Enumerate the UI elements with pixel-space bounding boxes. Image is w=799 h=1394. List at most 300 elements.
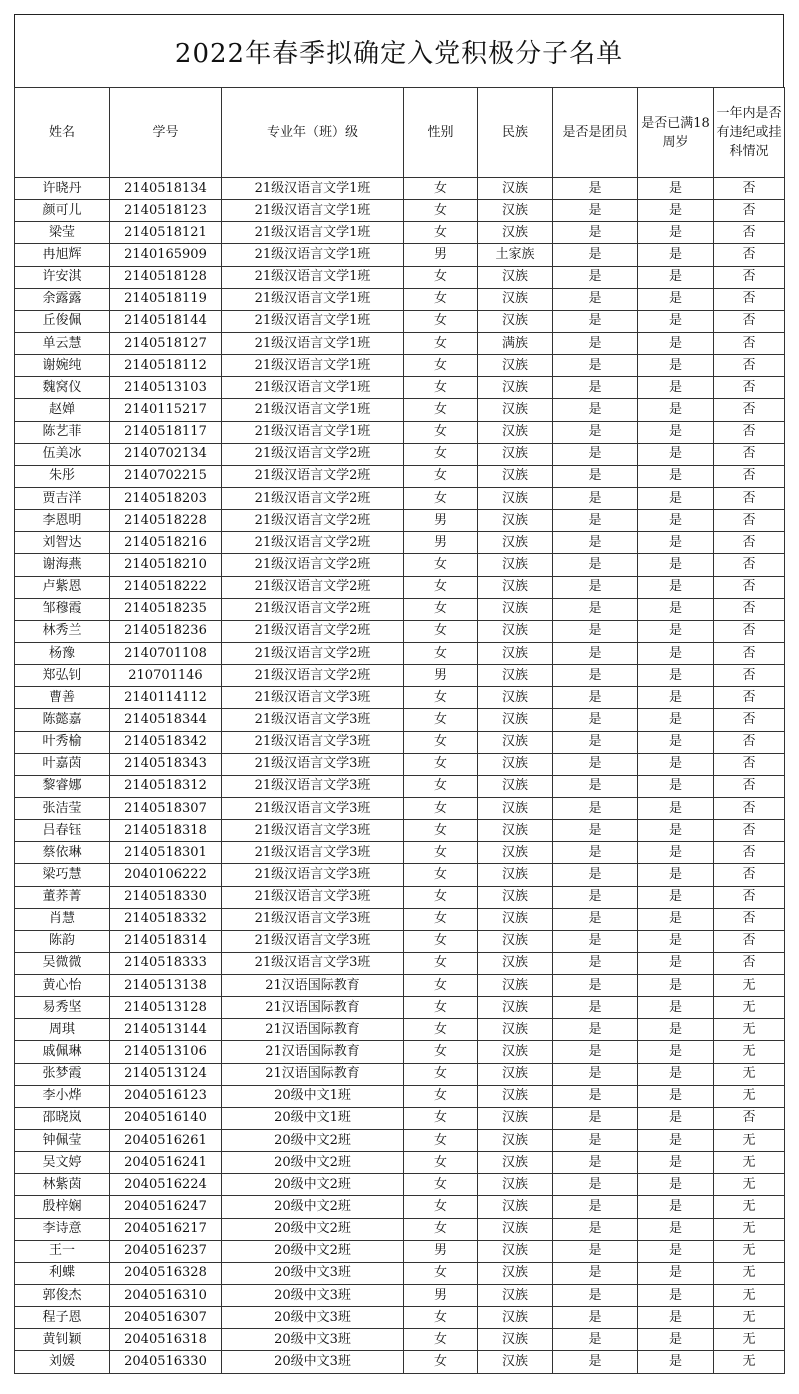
cell-student-id: 2140518144 bbox=[110, 310, 222, 332]
cell-league-member: 是 bbox=[553, 1262, 638, 1284]
cell-major-class: 21级汉语言文学1班 bbox=[222, 399, 404, 421]
cell-over-18: 是 bbox=[638, 1019, 714, 1041]
table-row bbox=[15, 642, 785, 664]
cell-gender: 女 bbox=[404, 399, 478, 421]
cell-major-class: 21汉语国际教育 bbox=[222, 997, 404, 1019]
cell-gender: 女 bbox=[404, 598, 478, 620]
cell-student-id: 2140701108 bbox=[110, 642, 222, 664]
cell-violation: 否 bbox=[714, 775, 785, 797]
cell-over-18: 是 bbox=[638, 665, 714, 687]
cell-gender: 男 bbox=[404, 244, 478, 266]
cell-ethnicity: 汉族 bbox=[478, 355, 553, 377]
cell-violation: 否 bbox=[714, 222, 785, 244]
cell-student-id: 2040106222 bbox=[110, 864, 222, 886]
header-violation: 一年内是否有违纪或挂科情况 bbox=[714, 88, 785, 178]
cell-student-id: 2140513138 bbox=[110, 975, 222, 997]
cell-name: 董荞菁 bbox=[15, 886, 110, 908]
cell-student-id: 2140518216 bbox=[110, 532, 222, 554]
cell-ethnicity: 满族 bbox=[478, 332, 553, 354]
cell-student-id: 2140518117 bbox=[110, 421, 222, 443]
cell-over-18: 是 bbox=[638, 1152, 714, 1174]
cell-league-member: 是 bbox=[553, 842, 638, 864]
cell-over-18: 是 bbox=[638, 1130, 714, 1152]
cell-gender: 女 bbox=[404, 1307, 478, 1329]
cell-over-18: 是 bbox=[638, 1085, 714, 1107]
cell-over-18: 是 bbox=[638, 886, 714, 908]
table-row bbox=[15, 1218, 785, 1240]
cell-ethnicity: 汉族 bbox=[478, 554, 553, 576]
cell-violation: 无 bbox=[714, 1262, 785, 1284]
cell-gender: 女 bbox=[404, 554, 478, 576]
cell-violation: 否 bbox=[714, 731, 785, 753]
cell-violation: 否 bbox=[714, 576, 785, 598]
cell-major-class: 20级中文3班 bbox=[222, 1262, 404, 1284]
cell-name: 利蝶 bbox=[15, 1262, 110, 1284]
cell-violation: 否 bbox=[714, 598, 785, 620]
cell-violation: 否 bbox=[714, 288, 785, 310]
cell-ethnicity: 汉族 bbox=[478, 487, 553, 509]
cell-student-id: 2140513144 bbox=[110, 1019, 222, 1041]
cell-name: 易秀坚 bbox=[15, 997, 110, 1019]
cell-major-class: 21级汉语言文学3班 bbox=[222, 687, 404, 709]
cell-name: 丘俊佩 bbox=[15, 310, 110, 332]
cell-league-member: 是 bbox=[553, 1329, 638, 1351]
cell-ethnicity: 汉族 bbox=[478, 1174, 553, 1196]
header-gender: 性别 bbox=[404, 88, 478, 178]
cell-over-18: 是 bbox=[638, 1196, 714, 1218]
cell-major-class: 20级中文3班 bbox=[222, 1307, 404, 1329]
table-row bbox=[15, 399, 785, 421]
cell-league-member: 是 bbox=[553, 886, 638, 908]
cell-league-member: 是 bbox=[553, 975, 638, 997]
cell-over-18: 是 bbox=[638, 775, 714, 797]
cell-league-member: 是 bbox=[553, 775, 638, 797]
cell-student-id: 2140518203 bbox=[110, 487, 222, 509]
cell-ethnicity: 汉族 bbox=[478, 1130, 553, 1152]
cell-name: 曹善 bbox=[15, 687, 110, 709]
cell-name: 卢紫恩 bbox=[15, 576, 110, 598]
cell-gender: 女 bbox=[404, 1085, 478, 1107]
cell-ethnicity: 汉族 bbox=[478, 465, 553, 487]
table-header-row bbox=[15, 88, 785, 178]
cell-ethnicity: 汉族 bbox=[478, 399, 553, 421]
cell-student-id: 2140518127 bbox=[110, 332, 222, 354]
cell-over-18: 是 bbox=[638, 952, 714, 974]
cell-ethnicity: 汉族 bbox=[478, 1329, 553, 1351]
cell-league-member: 是 bbox=[553, 642, 638, 664]
cell-major-class: 21级汉语言文学2班 bbox=[222, 510, 404, 532]
table-row bbox=[15, 620, 785, 642]
cell-major-class: 20级中文1班 bbox=[222, 1085, 404, 1107]
cell-student-id: 2140115217 bbox=[110, 399, 222, 421]
cell-over-18: 是 bbox=[638, 731, 714, 753]
cell-violation: 无 bbox=[714, 1285, 785, 1307]
cell-violation: 否 bbox=[714, 820, 785, 842]
table-row bbox=[15, 310, 785, 332]
cell-student-id: 2140518344 bbox=[110, 709, 222, 731]
cell-ethnicity: 汉族 bbox=[478, 1307, 553, 1329]
cell-name: 刘媛 bbox=[15, 1351, 110, 1373]
cell-name: 谢海燕 bbox=[15, 554, 110, 576]
cell-violation: 否 bbox=[714, 1107, 785, 1129]
cell-gender: 女 bbox=[404, 200, 478, 222]
cell-violation: 否 bbox=[714, 421, 785, 443]
header-major-class: 专业年（班）级 bbox=[222, 88, 404, 178]
cell-ethnicity: 汉族 bbox=[478, 1240, 553, 1262]
table-row bbox=[15, 1085, 785, 1107]
cell-gender: 女 bbox=[404, 731, 478, 753]
cell-name: 许晓丹 bbox=[15, 178, 110, 200]
cell-violation: 无 bbox=[714, 1130, 785, 1152]
cell-league-member: 是 bbox=[553, 310, 638, 332]
cell-league-member: 是 bbox=[553, 399, 638, 421]
cell-major-class: 21级汉语言文学1班 bbox=[222, 332, 404, 354]
cell-over-18: 是 bbox=[638, 687, 714, 709]
cell-student-id: 2140518330 bbox=[110, 886, 222, 908]
cell-name: 赵婵 bbox=[15, 399, 110, 421]
cell-violation: 否 bbox=[714, 687, 785, 709]
cell-league-member: 是 bbox=[553, 1285, 638, 1307]
cell-gender: 女 bbox=[404, 222, 478, 244]
cell-violation: 无 bbox=[714, 997, 785, 1019]
cell-league-member: 是 bbox=[553, 731, 638, 753]
cell-student-id: 2140518134 bbox=[110, 178, 222, 200]
cell-name: 吴文婷 bbox=[15, 1152, 110, 1174]
cell-ethnicity: 汉族 bbox=[478, 222, 553, 244]
cell-over-18: 是 bbox=[638, 797, 714, 819]
cell-major-class: 21级汉语言文学3班 bbox=[222, 709, 404, 731]
cell-league-member: 是 bbox=[553, 687, 638, 709]
cell-league-member: 是 bbox=[553, 421, 638, 443]
cell-ethnicity: 汉族 bbox=[478, 310, 553, 332]
cell-over-18: 是 bbox=[638, 975, 714, 997]
cell-name: 叶嘉茵 bbox=[15, 753, 110, 775]
cell-violation: 否 bbox=[714, 377, 785, 399]
cell-gender: 女 bbox=[404, 1174, 478, 1196]
cell-major-class: 21级汉语言文学1班 bbox=[222, 266, 404, 288]
cell-over-18: 是 bbox=[638, 288, 714, 310]
cell-violation: 无 bbox=[714, 1307, 785, 1329]
table-row bbox=[15, 266, 785, 288]
cell-name: 程子恩 bbox=[15, 1307, 110, 1329]
cell-student-id: 2140518128 bbox=[110, 266, 222, 288]
cell-gender: 女 bbox=[404, 178, 478, 200]
cell-major-class: 20级中文1班 bbox=[222, 1107, 404, 1129]
cell-gender: 女 bbox=[404, 1351, 478, 1373]
table-row bbox=[15, 1130, 785, 1152]
cell-violation: 否 bbox=[714, 886, 785, 908]
cell-major-class: 21级汉语言文学3班 bbox=[222, 753, 404, 775]
cell-violation: 否 bbox=[714, 952, 785, 974]
table-row bbox=[15, 908, 785, 930]
cell-over-18: 是 bbox=[638, 1041, 714, 1063]
table-row bbox=[15, 1285, 785, 1307]
cell-league-member: 是 bbox=[553, 576, 638, 598]
cell-major-class: 21级汉语言文学1班 bbox=[222, 421, 404, 443]
cell-over-18: 是 bbox=[638, 200, 714, 222]
cell-over-18: 是 bbox=[638, 1307, 714, 1329]
cell-name: 林秀兰 bbox=[15, 620, 110, 642]
cell-major-class: 21级汉语言文学3班 bbox=[222, 952, 404, 974]
cell-over-18: 是 bbox=[638, 1218, 714, 1240]
table-row bbox=[15, 598, 785, 620]
table-row bbox=[15, 1174, 785, 1196]
cell-violation: 无 bbox=[714, 1085, 785, 1107]
cell-league-member: 是 bbox=[553, 952, 638, 974]
table-row bbox=[15, 178, 785, 200]
cell-ethnicity: 汉族 bbox=[478, 1196, 553, 1218]
cell-gender: 女 bbox=[404, 266, 478, 288]
cell-violation: 否 bbox=[714, 487, 785, 509]
table-row bbox=[15, 687, 785, 709]
cell-gender: 女 bbox=[404, 753, 478, 775]
cell-major-class: 21级汉语言文学2班 bbox=[222, 620, 404, 642]
cell-student-id: 2040516241 bbox=[110, 1152, 222, 1174]
cell-name: 颜可儿 bbox=[15, 200, 110, 222]
cell-violation: 无 bbox=[714, 1218, 785, 1240]
cell-league-member: 是 bbox=[553, 288, 638, 310]
cell-major-class: 21级汉语言文学1班 bbox=[222, 244, 404, 266]
cell-name: 张梦霞 bbox=[15, 1063, 110, 1085]
cell-name: 黄钊颖 bbox=[15, 1329, 110, 1351]
cell-over-18: 是 bbox=[638, 1240, 714, 1262]
cell-name: 王一 bbox=[15, 1240, 110, 1262]
cell-league-member: 是 bbox=[553, 244, 638, 266]
cell-student-id: 2040516247 bbox=[110, 1196, 222, 1218]
cell-name: 梁莹 bbox=[15, 222, 110, 244]
cell-violation: 无 bbox=[714, 1196, 785, 1218]
cell-major-class: 20级中文2班 bbox=[222, 1196, 404, 1218]
cell-name: 贾吉洋 bbox=[15, 487, 110, 509]
cell-violation: 否 bbox=[714, 399, 785, 421]
cell-gender: 女 bbox=[404, 1107, 478, 1129]
table-row bbox=[15, 487, 785, 509]
cell-violation: 否 bbox=[714, 178, 785, 200]
table-row bbox=[15, 244, 785, 266]
cell-ethnicity: 汉族 bbox=[478, 510, 553, 532]
cell-student-id: 2140165909 bbox=[110, 244, 222, 266]
cell-gender: 男 bbox=[404, 1285, 478, 1307]
table-row bbox=[15, 1063, 785, 1085]
cell-student-id: 2140518228 bbox=[110, 510, 222, 532]
table-row bbox=[15, 930, 785, 952]
cell-league-member: 是 bbox=[553, 864, 638, 886]
cell-gender: 女 bbox=[404, 377, 478, 399]
table-row bbox=[15, 775, 785, 797]
cell-violation: 否 bbox=[714, 510, 785, 532]
cell-name: 魏窝仪 bbox=[15, 377, 110, 399]
cell-ethnicity: 汉族 bbox=[478, 266, 553, 288]
cell-student-id: 2140518307 bbox=[110, 797, 222, 819]
cell-ethnicity: 汉族 bbox=[478, 997, 553, 1019]
cell-major-class: 21级汉语言文学3班 bbox=[222, 908, 404, 930]
cell-name: 邵晓岚 bbox=[15, 1107, 110, 1129]
cell-major-class: 20级中文3班 bbox=[222, 1351, 404, 1373]
cell-gender: 女 bbox=[404, 930, 478, 952]
cell-name: 林紫茵 bbox=[15, 1174, 110, 1196]
cell-major-class: 21级汉语言文学2班 bbox=[222, 598, 404, 620]
cell-student-id: 2140518333 bbox=[110, 952, 222, 974]
cell-name: 周琪 bbox=[15, 1019, 110, 1041]
cell-major-class: 21级汉语言文学1班 bbox=[222, 200, 404, 222]
cell-major-class: 21级汉语言文学2班 bbox=[222, 554, 404, 576]
cell-gender: 女 bbox=[404, 997, 478, 1019]
cell-over-18: 是 bbox=[638, 1174, 714, 1196]
cell-gender: 女 bbox=[404, 1218, 478, 1240]
cell-gender: 女 bbox=[404, 952, 478, 974]
cell-name: 殷梓娴 bbox=[15, 1196, 110, 1218]
header-league-member: 是否是团员 bbox=[553, 88, 638, 178]
title-box bbox=[14, 14, 784, 88]
cell-major-class: 21级汉语言文学3班 bbox=[222, 797, 404, 819]
cell-gender: 女 bbox=[404, 797, 478, 819]
cell-major-class: 21级汉语言文学2班 bbox=[222, 665, 404, 687]
cell-student-id: 2040516123 bbox=[110, 1085, 222, 1107]
cell-gender: 女 bbox=[404, 886, 478, 908]
cell-major-class: 21级汉语言文学2班 bbox=[222, 443, 404, 465]
header-student-id: 学号 bbox=[110, 88, 222, 178]
cell-name: 李小烨 bbox=[15, 1085, 110, 1107]
cell-over-18: 是 bbox=[638, 222, 714, 244]
cell-student-id: 2140518301 bbox=[110, 842, 222, 864]
cell-name: 张洁莹 bbox=[15, 797, 110, 819]
cell-gender: 女 bbox=[404, 842, 478, 864]
cell-gender: 女 bbox=[404, 355, 478, 377]
page-title: 2022年春季拟确定入党积极分子名单 bbox=[174, 38, 624, 69]
cell-name: 钟佩莹 bbox=[15, 1130, 110, 1152]
cell-gender: 女 bbox=[404, 620, 478, 642]
cell-violation: 否 bbox=[714, 310, 785, 332]
cell-league-member: 是 bbox=[553, 443, 638, 465]
cell-ethnicity: 汉族 bbox=[478, 753, 553, 775]
cell-over-18: 是 bbox=[638, 532, 714, 554]
cell-gender: 女 bbox=[404, 1152, 478, 1174]
cell-gender: 女 bbox=[404, 332, 478, 354]
cell-ethnicity: 汉族 bbox=[478, 864, 553, 886]
document-sheet bbox=[14, 14, 784, 1374]
table-row bbox=[15, 288, 785, 310]
cell-violation: 否 bbox=[714, 842, 785, 864]
cell-league-member: 是 bbox=[553, 665, 638, 687]
cell-ethnicity: 汉族 bbox=[478, 1285, 553, 1307]
roster-table bbox=[14, 87, 785, 1374]
cell-over-18: 是 bbox=[638, 908, 714, 930]
cell-student-id: 2140702215 bbox=[110, 465, 222, 487]
cell-violation: 否 bbox=[714, 753, 785, 775]
cell-violation: 否 bbox=[714, 864, 785, 886]
cell-over-18: 是 bbox=[638, 554, 714, 576]
cell-gender: 女 bbox=[404, 465, 478, 487]
cell-major-class: 21级汉语言文学1班 bbox=[222, 310, 404, 332]
cell-league-member: 是 bbox=[553, 1130, 638, 1152]
cell-name: 蔡依琳 bbox=[15, 842, 110, 864]
cell-violation: 无 bbox=[714, 1174, 785, 1196]
cell-major-class: 20级中文2班 bbox=[222, 1152, 404, 1174]
cell-violation: 否 bbox=[714, 665, 785, 687]
cell-gender: 女 bbox=[404, 487, 478, 509]
cell-violation: 否 bbox=[714, 930, 785, 952]
cell-violation: 无 bbox=[714, 1041, 785, 1063]
cell-league-member: 是 bbox=[553, 1307, 638, 1329]
cell-ethnicity: 汉族 bbox=[478, 1063, 553, 1085]
cell-league-member: 是 bbox=[553, 598, 638, 620]
cell-ethnicity: 汉族 bbox=[478, 598, 553, 620]
cell-league-member: 是 bbox=[553, 532, 638, 554]
cell-league-member: 是 bbox=[553, 1019, 638, 1041]
cell-major-class: 21级汉语言文学3班 bbox=[222, 864, 404, 886]
cell-major-class: 21级汉语言文学3班 bbox=[222, 820, 404, 842]
table-row bbox=[15, 753, 785, 775]
cell-major-class: 21级汉语言文学3班 bbox=[222, 842, 404, 864]
cell-major-class: 21级汉语言文学3班 bbox=[222, 775, 404, 797]
cell-name: 邹穆霞 bbox=[15, 598, 110, 620]
cell-over-18: 是 bbox=[638, 1063, 714, 1085]
cell-name: 谢婉纯 bbox=[15, 355, 110, 377]
cell-ethnicity: 汉族 bbox=[478, 178, 553, 200]
cell-over-18: 是 bbox=[638, 178, 714, 200]
cell-over-18: 是 bbox=[638, 1351, 714, 1373]
cell-major-class: 21汉语国际教育 bbox=[222, 1041, 404, 1063]
cell-league-member: 是 bbox=[553, 930, 638, 952]
cell-league-member: 是 bbox=[553, 1174, 638, 1196]
cell-major-class: 21级汉语言文学3班 bbox=[222, 886, 404, 908]
cell-student-id: 2140518222 bbox=[110, 576, 222, 598]
cell-ethnicity: 汉族 bbox=[478, 1218, 553, 1240]
cell-league-member: 是 bbox=[553, 997, 638, 1019]
cell-gender: 女 bbox=[404, 1063, 478, 1085]
cell-student-id: 2140518342 bbox=[110, 731, 222, 753]
cell-major-class: 21汉语国际教育 bbox=[222, 1063, 404, 1085]
cell-student-id: 2040516140 bbox=[110, 1107, 222, 1129]
cell-major-class: 21级汉语言文学3班 bbox=[222, 930, 404, 952]
cell-violation: 无 bbox=[714, 1351, 785, 1373]
cell-ethnicity: 汉族 bbox=[478, 775, 553, 797]
cell-league-member: 是 bbox=[553, 1107, 638, 1129]
cell-student-id: 2140518210 bbox=[110, 554, 222, 576]
cell-ethnicity: 汉族 bbox=[478, 288, 553, 310]
cell-name: 刘智达 bbox=[15, 532, 110, 554]
cell-ethnicity: 汉族 bbox=[478, 687, 553, 709]
cell-league-member: 是 bbox=[553, 1351, 638, 1373]
table-row bbox=[15, 997, 785, 1019]
table-row bbox=[15, 355, 785, 377]
cell-name: 李诗意 bbox=[15, 1218, 110, 1240]
table-row bbox=[15, 975, 785, 997]
cell-ethnicity: 汉族 bbox=[478, 200, 553, 222]
cell-gender: 女 bbox=[404, 1130, 478, 1152]
cell-student-id: 2040516237 bbox=[110, 1240, 222, 1262]
cell-ethnicity: 汉族 bbox=[478, 731, 553, 753]
cell-major-class: 20级中文2班 bbox=[222, 1130, 404, 1152]
cell-ethnicity: 汉族 bbox=[478, 886, 553, 908]
cell-name: 杨豫 bbox=[15, 642, 110, 664]
cell-league-member: 是 bbox=[553, 908, 638, 930]
cell-league-member: 是 bbox=[553, 332, 638, 354]
cell-gender: 男 bbox=[404, 665, 478, 687]
table-row bbox=[15, 377, 785, 399]
table-row bbox=[15, 797, 785, 819]
cell-name: 李恩明 bbox=[15, 510, 110, 532]
cell-gender: 女 bbox=[404, 443, 478, 465]
cell-ethnicity: 汉族 bbox=[478, 1085, 553, 1107]
cell-name: 单云慧 bbox=[15, 332, 110, 354]
table-row bbox=[15, 1262, 785, 1284]
cell-ethnicity: 汉族 bbox=[478, 642, 553, 664]
cell-over-18: 是 bbox=[638, 864, 714, 886]
cell-over-18: 是 bbox=[638, 377, 714, 399]
cell-league-member: 是 bbox=[553, 1041, 638, 1063]
cell-student-id: 2040516328 bbox=[110, 1262, 222, 1284]
